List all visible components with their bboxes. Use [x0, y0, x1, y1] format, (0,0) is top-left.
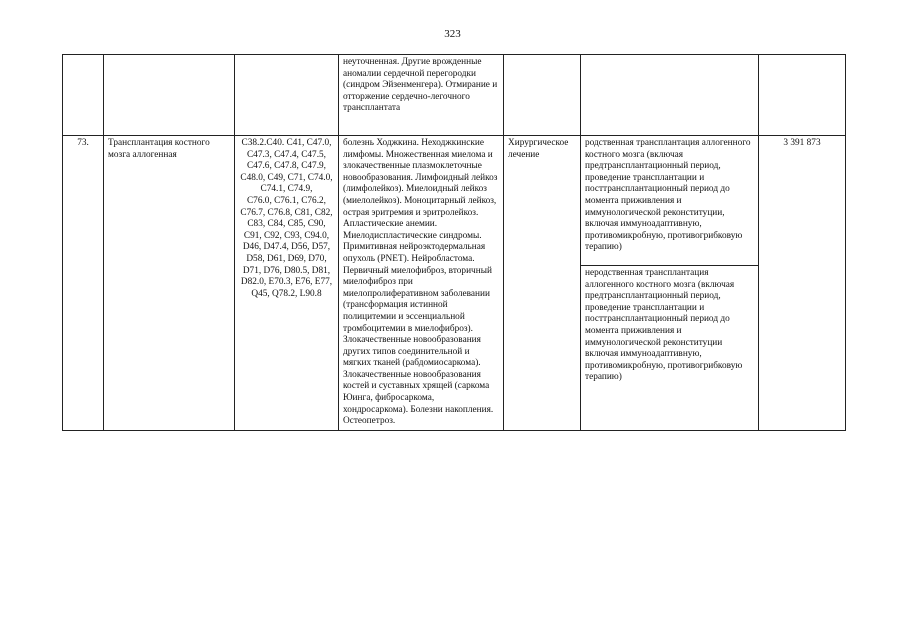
codes-part-2: C76.0, C76.1, C76.2, C76.7, C76.8, C81, C82, C83, C84, C85, C90, C91, C92, C93, C94.0, D46, D47.4, D56, D57, D58, D61, D69, D70, D71, D76, D80.5, D81, D82.0, E70.3, E76, E77, Q45, Q78.2, L90.8 — [240, 195, 333, 299]
cell-diagnoses: болезнь Ходжкина. Неходжкинские лимфомы. Множественная миелома и злокачественные плазмоклеточные новообразования. Лимфоидный лейкоз (лимфолейкоз). Миелоидный лейкоз (миелолейкоз). Моноцитарный лейкоз, острая эритремия и эритролейкоз. Апластические анемии. Миелодиспластические синдромы. Примитивная нейроэктодермальная опухоль (PNET). Нейробластома. Первичный миелофиброз, вторичный миелофиброз при миелопролиферативном заболевании (трансформация истинной полицитемии и эссенциальной тромбоцитемии в миелофиброз). Злокачественные новообразования других типов соединительной и мягких тканей (рабдомиосаркома). Злокачественные новообразования костей и суставных хрящей (саркома Юинга, фибросаркома, хондросаркома). Болезни накопления. Остеопетроз. — [339, 136, 504, 431]
cell-name: Трансплантация костного мозга аллогенная — [104, 136, 235, 431]
cell-cost: 3 391 873 — [759, 136, 846, 431]
cell-treatment — [504, 55, 581, 136]
treatment-table — [62, 54, 846, 431]
page-number: 323 — [444, 28, 461, 40]
cell-treatment: Хирургическое лечение — [504, 136, 581, 431]
table-row-continuation — [63, 55, 846, 136]
cell-diagnoses: неуточненная. Другие врожденные аномалии сердечной перегородки (синдром Эйзенменгера). Отмирание и отторжение сердечно-легочного трансплантата — [339, 55, 504, 136]
cell-method — [581, 55, 759, 136]
codes-part-1: C38.2.C40. C41, C47.0, C47.3, C47.4, C47.5, C47.6, C47.8, C47.9, C48.0, C49, C71, C74.0, C74.1, C74.9, — [240, 138, 333, 195]
cell-codes — [235, 136, 339, 431]
cell-method-unrelated: неродственная трансплантация аллогенного костного мозга (включая предтрансплантационный период, проведение трансплантации и посттрансплантационный период до момента приживления и иммунологической реконституции включая иммуноадаптивную, противомикробную, противогрибковую терапию) — [581, 266, 759, 431]
table-row-73 — [63, 136, 846, 266]
cell-method-related: родственная трансплантация аллогенного костного мозга (включая предтрансплантационный период, проведение трансплантации и посттрансплантационный период до момента приживления и иммунологической реконституции, включая иммуноадаптивную, противомикробную, противогрибковую терапию) — [581, 136, 759, 266]
cell-cost — [759, 55, 846, 136]
cell-name — [104, 55, 235, 136]
cell-codes — [235, 55, 339, 136]
cell-num — [63, 55, 104, 136]
cell-num: 73. — [63, 136, 104, 431]
